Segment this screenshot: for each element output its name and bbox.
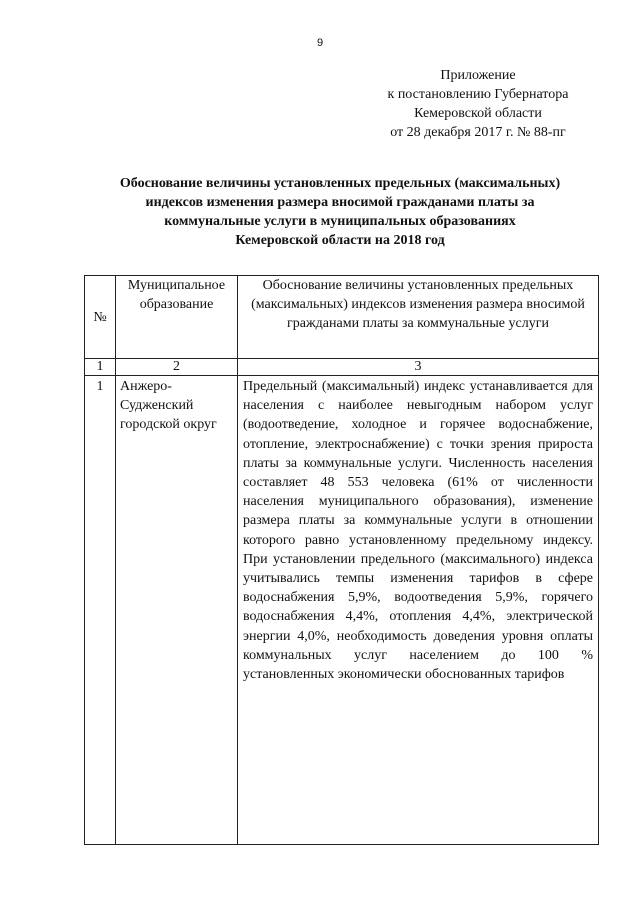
header-justification: Обоснование величины установленных предельных (максимальных) индексов изменения размера вносимой гражданами платы за коммунальные услуги <box>238 276 599 359</box>
table-row <box>85 376 599 845</box>
appendix-line: Приложение <box>440 68 516 83</box>
appendix-line: от 28 декабря 2017 г. № 88-пг <box>390 125 566 140</box>
table-header-row <box>85 276 599 359</box>
title-line: Обоснование величины установленных предельных (максимальных) <box>119 176 561 191</box>
title-line: индексов изменения размера вносимой гражданами платы за <box>145 195 535 210</box>
index-cell: 3 <box>238 359 599 376</box>
title-line: Кемеровской области на 2018 год <box>235 233 445 248</box>
row-justification: Предельный (максимальный) индекс устанавливается для населения с наиболее невыгодным набором услуг (водоотведение, холодное и горячее водоснабжение, отопление, электроснабжение) с точки зрения прироста платы за коммунальные услуги. Численность населения составляет 48 553 человека (61% от численности населения муниципального образования), изменение размера платы за коммунальные услуги в отношении которого равно установленному предельному индексу. При установлении предельного (максимального) индекса учитывались темпы изменения тарифов в сфере водоснабжения 5,9%, водоотведения 5,9%, горячего водоснабжения 4,4%, отопления 4,4%, электрической энергии 4,0%, необходимость доведения уровня оплаты коммунальных услуг населением до 100 % установленных экономически обоснованных тарифов <box>238 376 599 845</box>
row-municipality: Анжеро-Судженский городской округ <box>116 376 238 845</box>
appendix-block <box>363 66 593 142</box>
index-cell: 2 <box>116 359 238 376</box>
row-number: 1 <box>85 376 116 845</box>
title-line: коммунальные услуги в муниципальных образованиях <box>164 214 516 229</box>
page-number: 9 <box>316 37 324 49</box>
index-cell: 1 <box>85 359 116 376</box>
header-number: № <box>85 276 116 359</box>
table-index-row <box>85 359 599 376</box>
justification-table <box>84 275 599 845</box>
header-municipality: Муниципальное образование <box>116 276 238 359</box>
document-title <box>60 174 620 250</box>
appendix-line: Кемеровской области <box>414 106 542 121</box>
appendix-line: к постановлению Губернатора <box>387 87 569 102</box>
